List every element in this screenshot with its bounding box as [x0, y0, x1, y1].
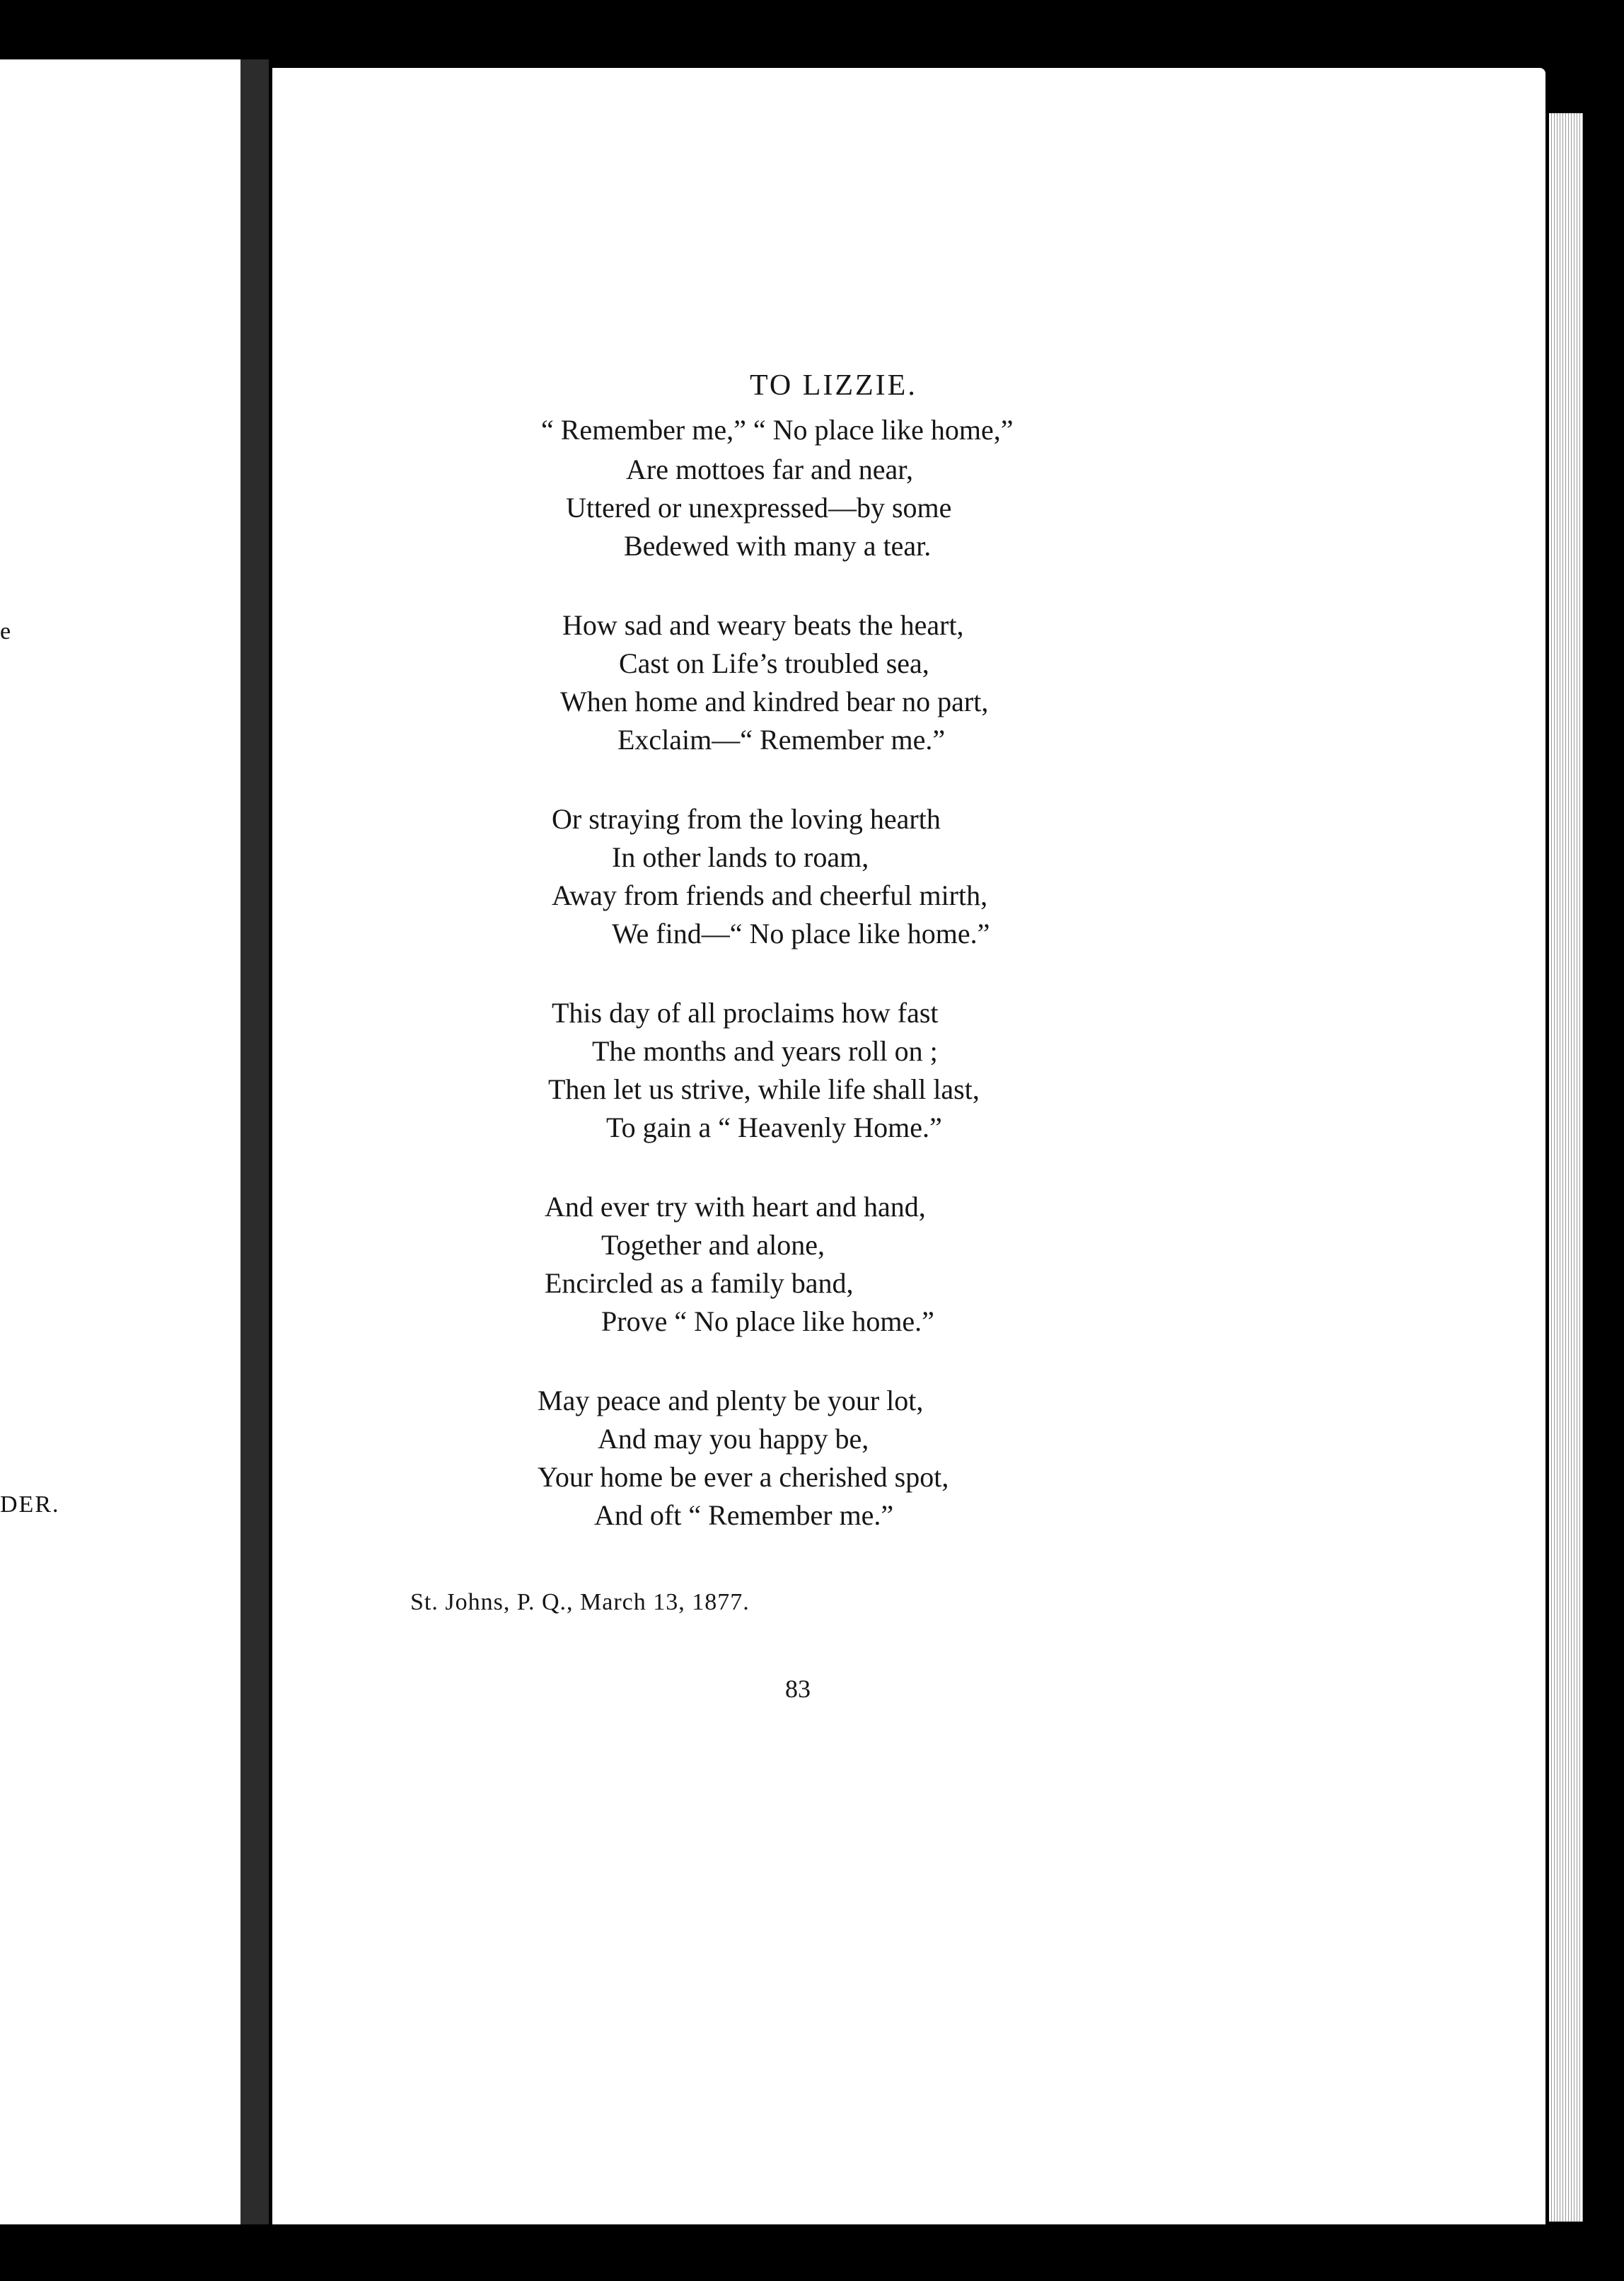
poem-line: Prove “ No place like home.”	[601, 1305, 934, 1337]
poem-line: “ Remember me,” “ No place like home,”	[541, 414, 1014, 446]
poem-title: TO LIZZIE.	[750, 369, 917, 402]
poem-line: Bedewed with many a tear.	[624, 530, 932, 562]
left-page	[0, 59, 240, 2224]
poem	[272, 68, 1545, 2224]
poem-line: And ever try with heart and hand,	[545, 1191, 926, 1223]
poem-line: Together and alone,	[601, 1229, 825, 1261]
poem-line: This day of all proclaims how fast	[552, 997, 939, 1029]
poem-line: How sad and weary beats the heart,	[562, 609, 964, 641]
poem-line: And may you happy be,	[598, 1423, 869, 1455]
page-edges	[1549, 113, 1583, 2222]
poem-line: Cast on Life’s troubled sea,	[619, 647, 929, 679]
poem-line: To gain a “ Heavenly Home.”	[606, 1111, 942, 1143]
poem-line: Encircled as a family band,	[545, 1267, 854, 1299]
poem-line: In other lands to roam,	[612, 841, 869, 873]
page-number: 83	[785, 1675, 811, 1703]
poem-line: Are mottoes far and near,	[626, 454, 913, 485]
poem-line: We find—“ No place like home.”	[612, 918, 990, 949]
poem-line: Uttered or unexpressed—by some	[566, 492, 952, 524]
left-page-fragment-bottom: DER.	[0, 1491, 60, 1518]
poem-line: When home and kindred bear no part,	[560, 686, 989, 717]
right-page	[272, 68, 1545, 2224]
poem-line: Or straying from the loving hearth	[552, 803, 941, 835]
poem-line: May peace and plenty be your lot,	[538, 1385, 924, 1416]
poem-line: Away from friends and cheerful mirth,	[552, 879, 988, 911]
left-page-fragment-top: e	[0, 618, 13, 645]
poem-dateline: St. Johns, P. Q., March 13, 1877.	[410, 1589, 750, 1615]
poem-line: Exclaim—“ Remember me.”	[617, 724, 946, 756]
poem-line: Then let us strive, while life shall last,	[548, 1073, 980, 1105]
poem-line: Your home be ever a cherished spot,	[538, 1461, 949, 1493]
poem-line: The months and years roll on ;	[592, 1035, 938, 1067]
poem-line: And oft “ Remember me.”	[594, 1499, 894, 1531]
book-gutter	[240, 59, 269, 2224]
